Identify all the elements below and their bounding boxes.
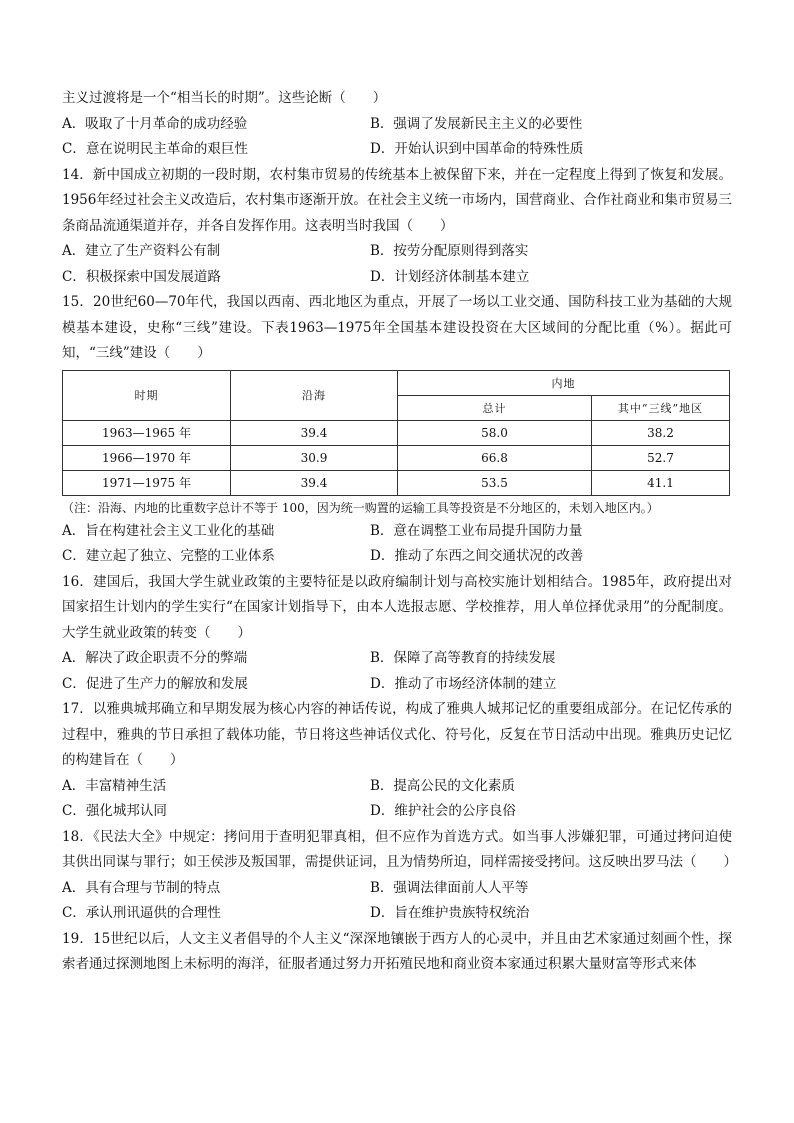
- q19-stem: 19．15世纪以后，人文主义者倡导的个人主义“深深地镶嵌于西方人的心灵中，并且由艺术家通过刻画个性，探索者通过探测地图上未标明的海洋，征服者通过努力开拓殖民地和商业资本家通过积累大量财富等形式来体: [62, 930, 732, 972]
- q18-options: [62, 876, 732, 927]
- cell-third: 41.1: [592, 470, 730, 495]
- q16-option-c[interactable]: C．促进了生产力的解放和发展: [62, 675, 248, 692]
- cell-coastal: 39.4: [231, 420, 398, 445]
- q17-stem: 17．以雅典城邦确立和早期发展为核心内容的神话传说，构成了雅典人城邦记忆的重要组成部分。在记忆传承的过程中，雅典的节日承担了载体功能，节日将这些神话仪式化、符号化，反复在节日活动中出现。雅典历史记忆的构建旨在（ ）: [62, 701, 732, 768]
- header-third-front: 其中“三线”地区: [592, 395, 730, 420]
- q17-option-a[interactable]: A．丰富精神生活: [62, 777, 167, 794]
- q18-option-d[interactable]: D．旨在维护贵族特权统治: [370, 905, 530, 921]
- q18-option-b[interactable]: B．强调法律面前人人平等: [370, 879, 529, 896]
- table-row: [63, 420, 730, 445]
- cell-period: 1971—1975 年: [63, 470, 231, 495]
- header-coastal: 沿海: [231, 370, 398, 420]
- q16-options: [62, 646, 732, 697]
- cell-third: 38.2: [592, 420, 730, 445]
- q14-option-c[interactable]: C．积极探索中国发展道路: [62, 268, 221, 285]
- q16-stem: 16．建国后，我国大学生就业政策的主要特征是以政府编制计划与高校实施计划相结合。1985年，政府提出对国家招生计划内的学生实行“在国家计划指导下，由本人选报志愿、学校推荐，用人单位择优录用”的分配制度。大学生就业政策的转变（ ）: [62, 573, 732, 641]
- q18-stem: 18．《民法大全》中规定：拷问用于查明犯罪真相，但不应作为首选方式。如当事人涉嫌犯罪，可通过拷问迫使其供出同谋与罪行；如王侯涉及叛国罪，需提供证词，且为情势所迫，同样需接受拷问。这反映出罗马法（ ）: [62, 828, 737, 870]
- q17-option-d[interactable]: D．维护社会的公序良俗: [370, 803, 516, 819]
- cell-third: 52.7: [592, 445, 730, 470]
- investment-table: [62, 370, 730, 496]
- q13-option-d[interactable]: D．开始认识到中国革命的特殊性质: [370, 141, 584, 157]
- q16-option-a[interactable]: A．解决了政企职责不分的弊端: [62, 650, 248, 666]
- q14-stem: 14．新中国成立初期的一段时期，农村集市贸易的传统基本上被保留下来，并在一定程度上得到了恢复和发展。1956年经过社会主义改造后，农村集市逐渐开放。在社会主义统一市场内，国营商业、合作社商业和集市贸易三条商品流通渠道并存，并各自发挥作用。这表明当时我国（ ）: [62, 166, 732, 234]
- q17-option-c[interactable]: C．强化城邦认同: [62, 803, 167, 819]
- cell-total: 53.5: [398, 470, 592, 495]
- cell-period: 1966—1970 年: [63, 445, 231, 470]
- q13-stem-tail: 主义过渡将是一个“相当长的时期”。这些论断（ ）: [62, 90, 387, 106]
- q15-options: [62, 519, 732, 570]
- q15-option-a[interactable]: A．旨在构建社会主义工业化的基础: [62, 522, 275, 539]
- q13-options: [62, 112, 732, 163]
- q18-option-c[interactable]: C．承认刑讯逼供的合理性: [62, 905, 221, 921]
- header-period: 时期: [63, 370, 231, 420]
- q15-stem: 15．20世纪60—70年代，我国以西南、西北地区为重点，开展了一场以工业交通、国防科技工业为基础的大规模基本建设，史称“三线”建设。下表1963—1975年全国基本建设投资在大区域间的分配比重（%）。据此可知，“三线”建设（ ）: [62, 294, 732, 361]
- q15-option-d[interactable]: D．推动了东西之间交通状况的改善: [370, 548, 584, 564]
- q14-options: [62, 239, 732, 290]
- q15-option-c[interactable]: C．建立起了独立、完整的工业体系: [62, 548, 275, 564]
- cell-coastal: 39.4: [231, 470, 398, 495]
- cell-total: 58.0: [398, 420, 592, 445]
- header-inland: 内地: [398, 370, 730, 395]
- exam-page: [62, 86, 737, 978]
- header-total: 总计: [398, 395, 592, 420]
- q17-options: [62, 774, 732, 825]
- table-note: （注：沿海、内地的比重数字总计不等于 100，因为统一购置的运输工具等投资是不分地区的，未划入地区内。）: [62, 500, 659, 515]
- q16-option-d[interactable]: D．推动了市场经济体制的建立: [370, 675, 557, 692]
- q14-option-d[interactable]: D．计划经济体制基本建立: [370, 268, 530, 285]
- table-row: [63, 470, 730, 495]
- q14-option-a[interactable]: A．建立了生产资料公有制: [62, 243, 221, 259]
- q14-option-b[interactable]: B．按劳分配原则得到落实: [370, 243, 529, 259]
- q16-option-b[interactable]: B．保障了高等教育的持续发展: [370, 650, 556, 666]
- q13-option-c[interactable]: C．意在说明民主革命的艰巨性: [62, 141, 248, 157]
- table-row: [63, 445, 730, 470]
- cell-coastal: 30.9: [231, 445, 398, 470]
- q13-option-a[interactable]: A．吸取了十月革命的成功经验: [62, 115, 248, 132]
- q13-option-b[interactable]: B．强调了发展新民主主义的必要性: [370, 115, 583, 132]
- q18-option-a[interactable]: A．具有合理与节制的特点: [62, 879, 221, 896]
- q15-option-b[interactable]: B．意在调整工业布局提升国防力量: [370, 522, 583, 539]
- cell-total: 66.8: [398, 445, 592, 470]
- q17-option-b[interactable]: B．提高公民的文化素质: [370, 777, 515, 794]
- cell-period: 1963—1965 年: [63, 420, 231, 445]
